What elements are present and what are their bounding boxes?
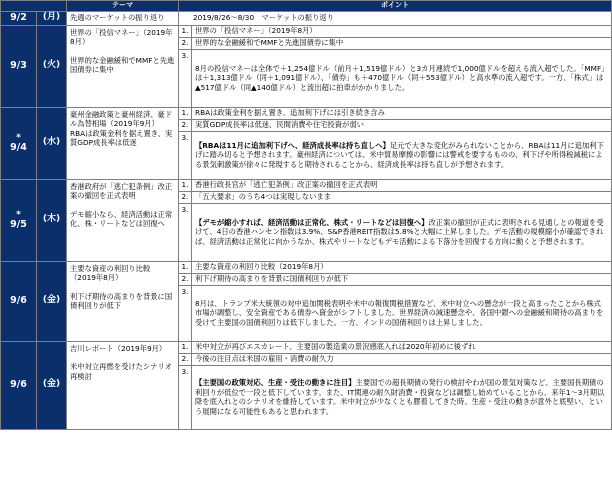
table-row — [1, 11, 612, 25]
point-number: 1. — [179, 261, 192, 273]
header-point: ポイント — [179, 1, 612, 12]
point-number: 3. — [179, 365, 192, 429]
point-number: 2. — [179, 273, 192, 285]
row-weekday: (水) — [37, 107, 67, 179]
table-row — [1, 261, 612, 273]
point-text: 香港行政長官が「逃亡犯条例」改正案の撤回を正式表明 — [192, 179, 612, 191]
point-number: 1. — [179, 341, 192, 353]
point-number: 2. — [179, 119, 192, 131]
point-cell — [192, 131, 612, 179]
point-number: 2. — [179, 191, 192, 203]
row-topic[interactable]: 先週のマーケットの振り返り — [67, 11, 179, 25]
point-number: 3. — [179, 285, 192, 341]
point-number: 1. — [179, 25, 192, 37]
point-number: 2. — [179, 37, 192, 49]
point-text: 世界的な金融緩和でMMFと先進国債券に集中 — [192, 37, 612, 49]
point-text: 8月の投信マネーは全体で＋1,254億ドル（前月＋1,519億ドル）と3カ月連続で1,000億ドルを超える流入超でした。「MMF」は＋1,313億ドル（同＋1,091億ドル）、「債券」も＋470億ドル（同＋553億ドル）と高水準の流入超です。一方、「株式」は▲517億ドル（同▲140億ドル）と流出超に拍車がかかりました。 — [192, 49, 612, 107]
point-text: 利下げ期待の高まりを背景に国債利回りが低下 — [192, 273, 612, 285]
point-text: 今後の注目点は米国の雇用・消費の耐久力 — [192, 353, 612, 365]
table-row — [1, 341, 612, 353]
row-date: 9/6 — [1, 341, 37, 429]
row-topic[interactable]: 主要な資産の利回り比較（2019年8月） 利下げ期待の高まりを背景に国債利回りが低下 — [67, 261, 179, 341]
table-header-row — [1, 1, 612, 12]
point-cell — [192, 365, 612, 429]
header-blank — [1, 1, 67, 12]
point-headline: 【デモが縮小すれば、経済活動は正常化、株式・リートなどは回復へ】 — [195, 217, 429, 227]
point-number: 3. — [179, 49, 192, 107]
header-theme: テーマ — [67, 1, 179, 12]
point-text: 足元で大きな変化がみられないことから、RBAは11月に追加利下げに踏み切ると予想されます。豪州経済については、米中貿易摩擦の影響には警戒を要するものの、利下げや所得税減税による景気刺激策が徐々に発現すると期待されることから、経済成長率は持ち直しが予想されます。 — [195, 140, 604, 169]
row-date: 9/4 — [10, 142, 27, 154]
row-weekday: (火) — [37, 25, 67, 107]
point-text: RBAは政策金利を据え置き、追加利下げには引き続き含み — [192, 107, 612, 119]
row-date: 9/2 — [1, 11, 37, 25]
point-number: 3. — [179, 203, 192, 261]
point-text: 主要国での超長期債の発行の検討やわが国の景気対策など、主要国長期債の利回りが低位で一段と低下しています。また、IT関連の耐久財消費・投資などは調整し始めていることから、来年1～3月期以降を底入れとのシナリオを維持しています。米中対立が少なくとも膠着してきた時、生産・受注の動きが意外と底堅い、という展開になる可能性もあると思われます。 — [195, 377, 605, 416]
row-topic[interactable]: 世界の「投信マネー」（2019年8月） 世界的な金融緩和でMMFと先進国債券に集中 — [67, 25, 179, 107]
point-number: 1. — [179, 107, 192, 119]
point-cell — [192, 203, 612, 261]
point-text: 実質GDP成長率は低迷、民間消費や住宅投資が弱い — [192, 119, 612, 131]
star-mark: * — [16, 133, 21, 144]
point-text: 2019/8/26～8/30 マーケットの振り返り — [179, 11, 612, 25]
row-date-cell — [1, 107, 37, 179]
row-weekday: (木) — [37, 179, 67, 261]
point-headline: 【主要国の政策対応、生産・受注の動きに注目】 — [195, 377, 356, 387]
row-topic[interactable]: 豪州金融政策と豪州経済、豪ドル為替相場（2019年9月） RBAは政策金利を据え置き、実質GDP成長率は低迷 — [67, 107, 179, 179]
row-topic[interactable]: 吉川レポート（2019年9月） 米中対立再燃を受けたシナリオ再検討 — [67, 341, 179, 429]
row-topic[interactable]: 香港政府が「逃亡犯条例」改正案の撤回を正式表明 デモ縮小なら、経済活動は正常化、株・リートなどは回復へ — [67, 179, 179, 261]
row-weekday: (金) — [37, 341, 67, 429]
row-weekday: (金) — [37, 261, 67, 341]
table-row — [1, 179, 612, 191]
row-date: 9/5 — [10, 219, 27, 231]
point-text: 8月は、トランプ米大統領の対中追加関税表明や米中の報復関税措置など、米中対立への懸念が一段と高まったことから株式市場が調整し、安全資産である債券へ資金がシフトしました。世界経済の減速懸念や、各国中銀への金融緩和期待の高まりを受けて主要国の国債利回りは低下しました。一方、インドの国債利回りは上昇しました。 — [192, 285, 612, 341]
point-number: 3. — [179, 131, 192, 179]
point-text: 世界の「投信マネー」（2019年8月） — [192, 25, 612, 37]
point-number: 2. — [179, 353, 192, 365]
table-row — [1, 107, 612, 119]
point-text: 米中対立が再びエスカレート、主要国の製造業の景況感底入れは2020年初めに後ずれ — [192, 341, 612, 353]
point-headline: 【RBAは11月に追加利下げへ、経済成長率は持ち直しへ】 — [195, 140, 390, 150]
point-text: 改正案の撤回が正式に表明される見通しとの報道を受けて、4日の香港ハンセン指数は3.9%、S&P香港REIT指数は5.8%と大幅に上昇しました。デモ活動の規模縮小が確認できれば、経済活動は正常化に向かうなか、株式やリートなどもデモ活動による下落分を回復する方向に動くと予想されます。 — [195, 217, 604, 246]
star-mark: * — [16, 210, 21, 221]
row-date-cell — [1, 179, 37, 261]
point-number: 1. — [179, 179, 192, 191]
point-text: 主要な資産の利回り比較（2019年8月） — [192, 261, 612, 273]
row-date: 9/6 — [1, 261, 37, 341]
point-text: 「五大要求」のうち4つは実現しないまま — [192, 191, 612, 203]
row-date: 9/3 — [1, 25, 37, 107]
table-row — [1, 25, 612, 37]
row-weekday: (月) — [37, 11, 67, 25]
